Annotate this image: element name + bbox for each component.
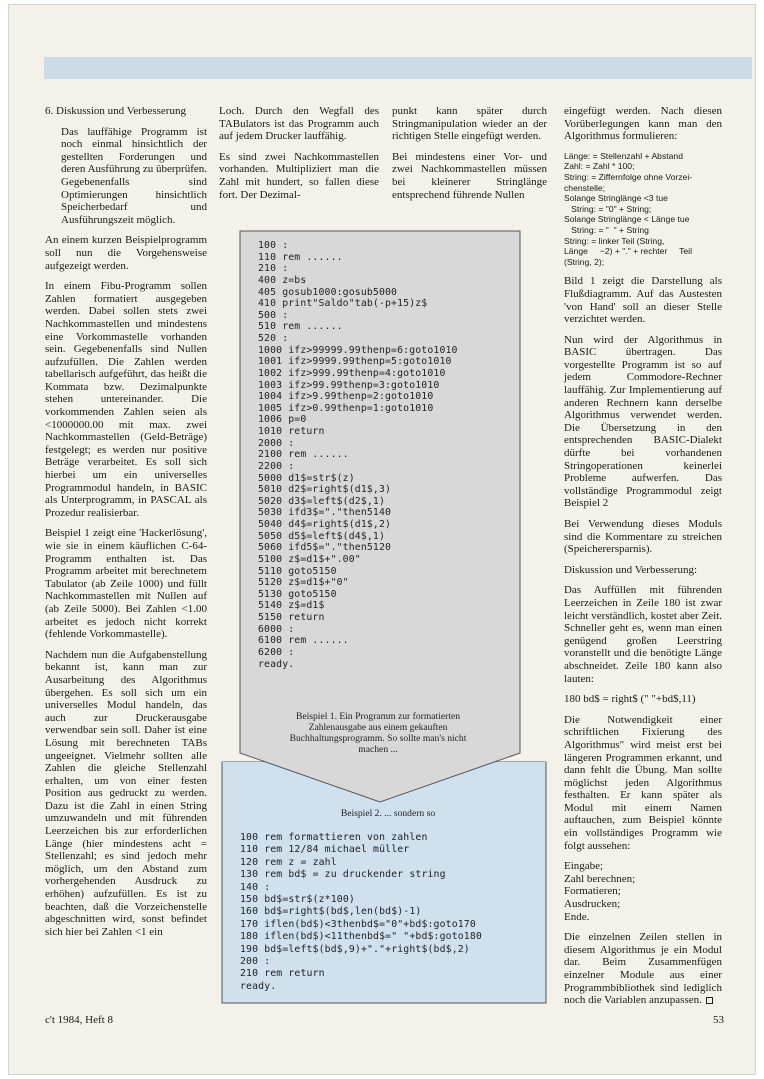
code-line: 180 bd$ = right$ (" "+bd$,11) xyxy=(564,693,696,706)
paragraph: Das lauffähige Programm ist noch einmal hinsichtlich der gestellten Forderungen und deren Ausführung zu überprüfen. Gegebenenfalls sind Optimierungen hinsichtlich Speicherbedarf und Ausführungszeit möglich. xyxy=(61,125,208,226)
end-mark-icon xyxy=(706,997,713,1004)
example1-caption: Beispiel 1. Ein Programm zur formatierten Zahlenausgabe aus einem gekauften Buchhaltungsprogramm. So sollte man's nicht machen ... xyxy=(289,711,467,755)
paragraph: Bild 1 zeigt die Darstellung als Flußdiagramm. Auf das Austesten 'von Hand' soll an dieser Stelle verzichtet werden. xyxy=(564,275,722,326)
subheading: Diskussion und Verbesserung: xyxy=(564,563,698,576)
footer-issue: c't 1984, Heft 8 xyxy=(45,1014,113,1026)
column-4 xyxy=(564,105,722,1015)
algorithm-box: Länge: = Stellenzahl + Abstand Zahl: = Zahl * 100; String: = Ziffernfolge ohne Vorzei- chenstelle; Solange Stringlänge <3 tue String: = "0" + String; Solange Stringlänge < Länge tue String: = " " + String String: = linker Teil (String, Länge −2) + "." + rechter Teil (String, 2); xyxy=(564,150,693,267)
paragraph: Bei Verwendung dieses Moduls sind die Kommentare zu streichen (Speicherersparnis). xyxy=(564,518,722,556)
paragraph: Bei mindestens einer Vor- und zwei Nachkommastellen müssen bei kleinerer Stringlänge entsprechend führende Nullen xyxy=(392,150,547,201)
column-2 xyxy=(219,105,379,209)
paragraph: eingefügt werden. Nach diesen Vorüberlegungen kann man den Algorithmus formulieren: xyxy=(564,105,722,143)
example1-code: 100 : 110 rem ...... 210 : 400 z=bs 405 gosub1000:gosub5000 410 print"Saldo"tab(-p+15)z$ 500 : 510 rem ...... 520 : 1000 ifz>99999.99thenp=6:goto1010 1001 ifz>9999.99thenp=5:goto1010 1002 ifz>999.99thenp=4:goto1010 1003 ifz>99.99thenp=3:goto1010 1004 ifz>9.99thenp=2:goto1010 1005 ifz>0.99thenp=1:goto1010 1006 p=0 1010 return 2000 : 2100 rem ...... 2200 : 5000 d1$=str$(z) 5010 d2$=right$(d1$,3) 5020 d3$=left$(d2$,1) 5030 ifd3$="."then5140 5040 d4$=right$(d1$,2) 5050 d5$=left$(d4$,1) 5060 ifd5$="."then5120 5100 z$=d1$+".00" 5110 goto5150 5120 z$=d1$+"0" 5130 goto5150 5140 z$=d1$ 5150 return 6000 : 6100 rem ...... 6200 : ready. xyxy=(258,240,458,670)
module-list: Eingabe; Zahl berechnen; Formatieren; Ausdrucken; Ende. xyxy=(564,860,636,923)
paragraph: Das Auffüllen mit führenden Leerzeichen in Zeile 180 ist zwar leicht verständlich, kostet aber Zeit. Schneller geht es, wenn man einen genügend großen Leerstring voranstellt und die benötigte Länge abschneidet. Zeile 180 kann also lauten: xyxy=(564,584,722,685)
example2-caption: Beispiel 2. ... sondern so xyxy=(340,808,436,819)
paragraph: Loch. Durch den Wegfall des TABulators ist das Programm auch auf jedem Drucker lauffähig. xyxy=(219,105,379,143)
paragraph: Beispiel 1 zeigt eine 'Hackerlösung', wie sie in einem käuflichen C-64-Programm enthalten ist. Das Programm arbeitet mit berechnetem Tabulator (ab Zeile 1000) und füllt Nachkommastellen mit Nullen auf (ab Zeile 5000). Bei Zahlen <1.00 arbeitet es jedoch nicht korrekt (fehlende Vorkommastelle). xyxy=(45,527,207,641)
page-number: 53 xyxy=(713,1014,724,1026)
paragraph: An einem kurzen Beispielprogramm soll nun die Vorgehensweise aufgezeigt werden. xyxy=(45,234,207,272)
paragraph: Nachdem nun die Aufgabenstellung bekannt ist, kann man zur Ausarbeitung des Algorithmus übergehen. Es soll sich um ein universelles Modul handeln, das auch zur Druckerausgabe verwendbar sein soll. Daher ist eine Lösung mit berechneten TABs ungeeignet. Vielmehr sollten alle Zahlen die gleiche Stellenzahl erhalten, um von einer festen Position aus gedruckt zu werden. Dazu ist die Zahl in einen String umzuwandeln und mit führenden Leerzeichen bis zur erforderlichen Länge (hier mindestens acht = Stellenzahl; es sind jedoch mehr möglich, um den Abstand zum vorhergehenden Ausdruck zu erhöhen) aufzufüllen. Es ist zu beachten, daß die Vorzeichenstelle abgeschnitten wird, sonst befindet sich hier bei Zahlen <1 ein xyxy=(45,648,207,938)
paragraph: Es sind zwei Nachkommastellen vorhanden. Multipliziert man die Zahl mit hundert, so fallen diese fort. Der Dezimal- xyxy=(219,150,379,201)
paragraph: Nun wird der Algorithmus in BASIC übertragen. Das vorgestellte Programm ist so auf jedem Commodore-Rechner lauffähig. Zur Implementierung auf anderen Rechnern kann derselbe Algorithmus verwendet werden. Die Übersetzung in den entsprechenden BASIC-Dialekt dürfte bei vorhandenen Stringoperationen keinerlei Probleme aufwerfen. Das vollständige Programmodul zeigt Beispiel 2 xyxy=(564,333,722,510)
section-heading: 6. Diskussion und Verbesserung xyxy=(45,105,186,117)
paragraph: Die Notwendigkeit einer schriftlichen Fixierung des Algorithmus" wird meist erst bei längeren Programmen erkannt, und dann fehlt die Übung. Man sollte möglichst jeden Algorithmus festhalten. Er kann später als Modul mit einem Namen auftauchen, zum Beispiel könnte ein vollständiges Programm wie folgt aussehen: xyxy=(564,713,722,852)
column-1 xyxy=(45,105,207,946)
paragraph xyxy=(564,931,722,1007)
paragraph: punkt kann später durch Stringmanipulation wieder an der richtigen Stelle eingefügt werden. xyxy=(392,105,547,143)
example2-code: 100 rem formattieren von zahlen 110 rem 12/84 michael müller 120 rem z = zahl 130 rem bd$ = zu druckender string 140 : 150 bd$=str$(z*100) 160 bd$=right$(bd$,len(bd$)-1) 170 iflen(bd$)<3thenbd$="0"+bd$:goto170 180 iflen(bd$)<11thenbd$=" "+bd$:goto180 190 bd$=left$(bd$,9)+"."+right$(bd$,2) 200 : 210 rem return ready. xyxy=(240,832,482,992)
paragraph: In einem Fibu-Programm sollen Zahlen formatiert ausgegeben werden. Dabei sollen stets zwei Nachkommastellen und mindestens eine Vorkommastelle vorhanden sein. Gegebenenfalls sind Nullen aufzufüllen. Die Zahlen werden tabellarisch aufgeführt, das heißt die Kommata bzw. Dezimalpunkte stehen untereinander. Die vorkommenden Zahlen seien als <1000000.00 mit max. zwei Nachkommastellen (Geld-Beträge) festgelegt; es werden nur positive Beträge verarbeitet. Es soll sich hierbei um ein universelles Programmodul handeln, in BASIC als Unterprogramm, in PASCAL als Prozedur realisierbar. xyxy=(45,280,207,519)
column-3 xyxy=(392,105,547,209)
closing-text: Die einzelnen Zeilen stellen in diesem Algorithmus je ein Modul dar. Beim Zusammenfügen einzelner Module aus einer Programmbibliothek sind lediglich noch die Variablen anzupassen. xyxy=(564,931,722,1007)
